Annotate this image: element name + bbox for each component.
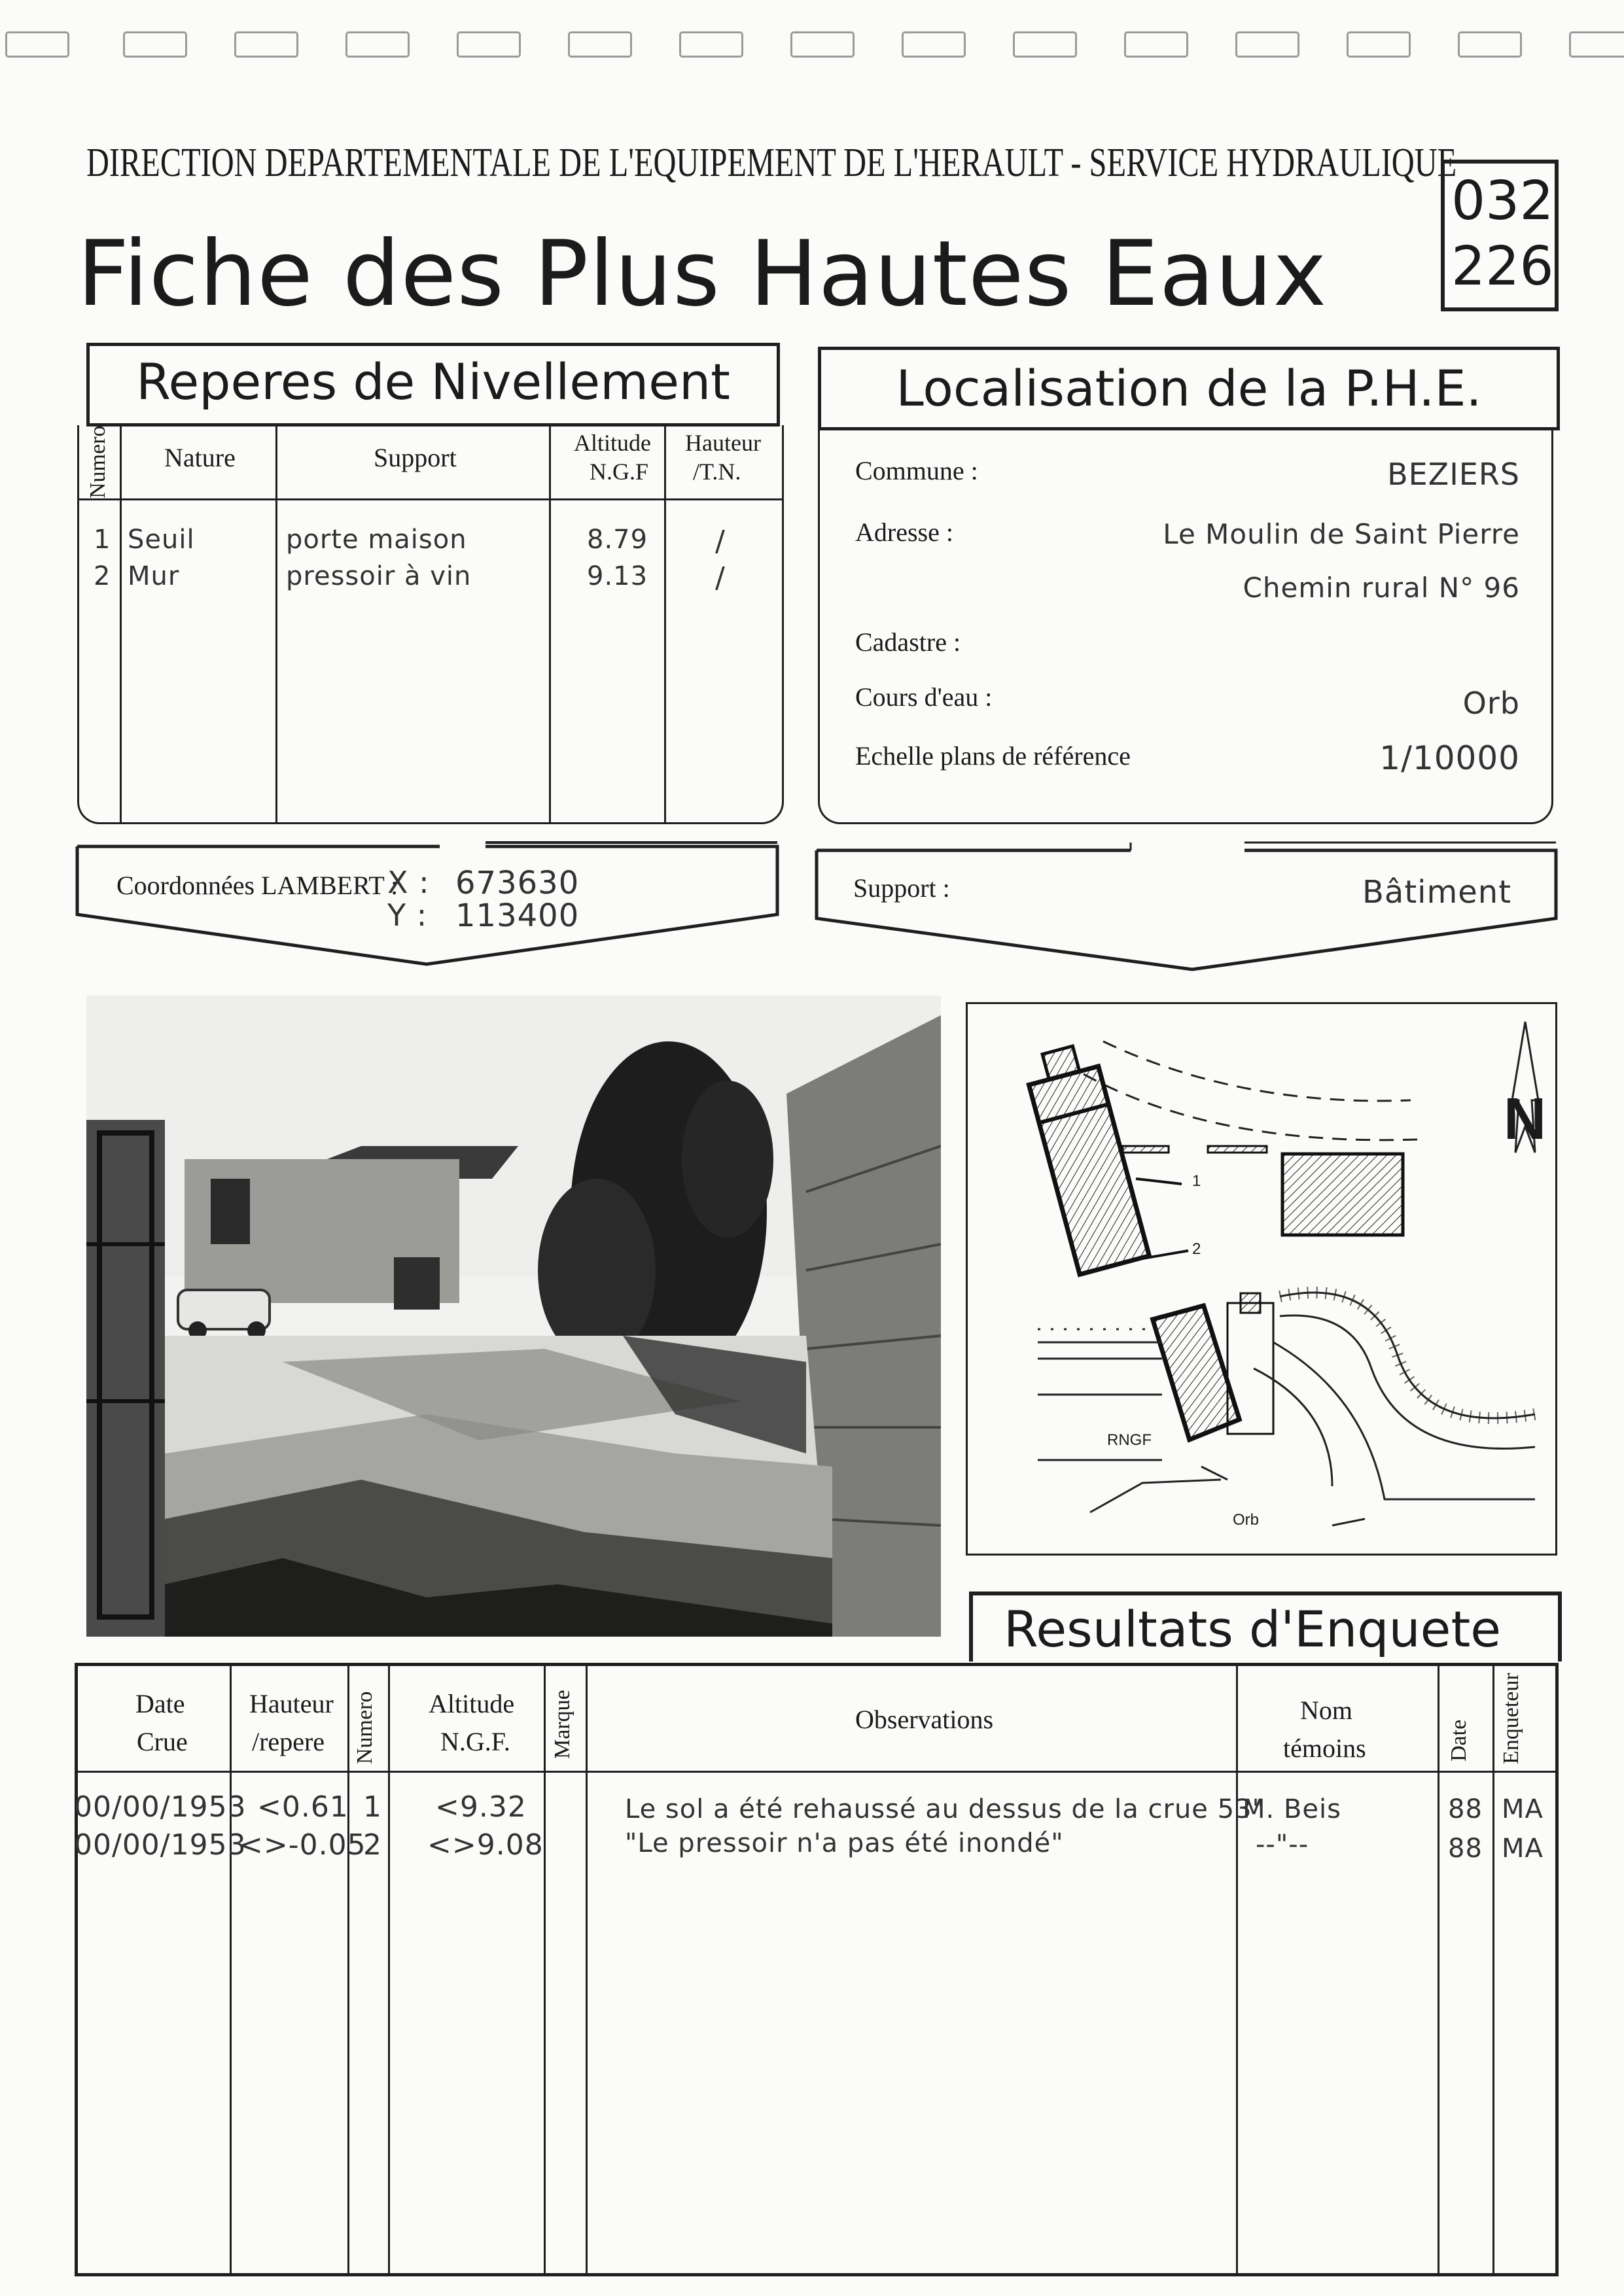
col-hauteur-2: /repere: [252, 1727, 325, 1756]
binder-hole: [234, 31, 298, 58]
table-divider: [79, 498, 782, 500]
north-label: N: [1504, 1087, 1546, 1152]
resultat-observations: Le sol a été rehaussé au dessus de la crue 53": [625, 1794, 1265, 1824]
adresse-line2: Chemin rural N° 96: [1243, 572, 1520, 604]
binder-hole: [1235, 31, 1299, 58]
resultats-title: Resultats d'Enquete: [1004, 1600, 1501, 1658]
col-hauteur-unit: /T.N.: [693, 459, 741, 485]
binder-hole: [902, 31, 966, 58]
reperes-title: Reperes de Nivellement: [136, 353, 730, 411]
binder-hole: [1013, 31, 1077, 58]
table-divider: [120, 425, 122, 824]
reperes-title-box: [86, 343, 780, 426]
table-divider: [275, 425, 277, 824]
resultat-date: 88: [1448, 1794, 1483, 1824]
echelle-value: 1/10000: [1379, 739, 1520, 777]
resultat-date-crue: 00/00/1953: [74, 1790, 247, 1824]
col-numero: Numero: [353, 1691, 377, 1764]
resultat-hauteur: <>-0.05: [239, 1828, 366, 1862]
col-nature: Nature: [164, 443, 236, 472]
lambert-arrow-frame: [73, 841, 793, 971]
cadastre-label: Cadastre :: [855, 627, 961, 657]
resultat-altitude: <9.32: [435, 1790, 527, 1824]
col-nom: Nom: [1300, 1696, 1352, 1725]
reperes-row-numero: 2: [94, 561, 111, 591]
binder-holes: [0, 31, 1624, 58]
resultats-table: [75, 1663, 1559, 2276]
binder-hole: [1347, 31, 1411, 58]
resultat-observations: "Le pressoir n'a pas été inondé": [625, 1828, 1064, 1858]
cours-eau-value: Orb: [1462, 686, 1520, 721]
resultat-enqueteur: MA: [1502, 1794, 1544, 1824]
col-marque: Marque: [550, 1690, 574, 1759]
localisation-title-box: [818, 347, 1560, 430]
resultat-date-crue: 00/00/1953: [74, 1828, 247, 1862]
binder-hole: [1458, 31, 1522, 58]
table-divider: [1236, 1666, 1238, 2273]
col-temoins: témoins: [1283, 1733, 1366, 1763]
binder-hole: [568, 31, 632, 58]
resultat-temoin: M. Beis: [1243, 1794, 1341, 1824]
table-divider: [664, 425, 666, 824]
direction-heading: DIRECTION DEPARTEMENTALE DE L'EQUIPEMENT DE L'HERAULT - SERVICE HYDRAULIQUE: [86, 141, 1457, 185]
col-enqueteur: Enqueteur: [1499, 1673, 1523, 1764]
location-sketch-map: [966, 1002, 1557, 1556]
reperes-row-support: porte maison: [286, 525, 467, 555]
cours-eau-label: Cours d'eau :: [855, 682, 993, 712]
reperes-row-nature: Mur: [128, 561, 180, 591]
lambert-x-value: 673630: [455, 865, 580, 901]
col-hauteur: Hauteur: [685, 430, 761, 456]
binder-hole: [123, 31, 187, 58]
adresse-line1: Le Moulin de Saint Pierre: [1163, 518, 1520, 550]
plan-rngf-label: RNGF: [1107, 1431, 1152, 1449]
col-numero: Numero: [86, 425, 110, 498]
resultat-enqueteur: MA: [1502, 1834, 1544, 1864]
reperes-row-hauteur: /: [715, 525, 726, 558]
resultat-date: 88: [1448, 1834, 1483, 1864]
fiche-code-box: [1441, 160, 1559, 311]
echelle-label: Echelle plans de référence: [855, 741, 1131, 771]
col-date: Date: [1447, 1719, 1471, 1762]
col-altitude-unit: N.G.F: [590, 459, 649, 485]
support-label: Support :: [853, 873, 950, 903]
binder-hole: [679, 31, 743, 58]
localisation-title: Localisation de la P.H.E.: [896, 359, 1482, 417]
support-value: Bâtiment: [1362, 874, 1512, 911]
resultat-temoin: --"--: [1256, 1830, 1309, 1860]
lambert-y-value: 113400: [455, 897, 580, 934]
commune-label: Commune :: [855, 456, 978, 485]
table-divider: [1492, 1666, 1494, 2273]
code-top: 032: [1451, 170, 1554, 232]
col-hauteur: Hauteur: [249, 1689, 334, 1718]
table-divider: [388, 1666, 390, 2273]
binder-hole: [1124, 31, 1188, 58]
page-title: Fiche des Plus Hautes Eaux: [77, 221, 1328, 326]
resultat-numero: 2: [363, 1828, 382, 1862]
resultat-hauteur: <0.61: [257, 1790, 349, 1824]
plan-mark-2: 2: [1192, 1240, 1201, 1258]
lambert-x-label: X :: [387, 865, 430, 900]
localisation-panel: [818, 429, 1553, 824]
table-divider: [1438, 1666, 1439, 2273]
col-altitude: Altitude: [429, 1689, 515, 1718]
resultat-numero: 1: [363, 1790, 382, 1824]
reperes-table: [77, 425, 784, 824]
table-divider: [78, 1771, 1555, 1773]
table-divider: [544, 1666, 546, 2273]
binder-hole: [5, 31, 69, 58]
lambert-y-label: Y :: [387, 897, 428, 933]
reperes-row-nature: Seuil: [128, 525, 195, 555]
col-date-crue: Date: [135, 1689, 185, 1718]
plan-mark-1: 1: [1192, 1172, 1201, 1190]
reperes-row-altitude: 8.79: [587, 525, 648, 555]
table-divider: [586, 1666, 588, 2273]
binder-hole: [345, 31, 410, 58]
code-bottom: 226: [1451, 235, 1554, 298]
binder-hole: [457, 31, 521, 58]
resultat-altitude: <>9.08: [427, 1828, 544, 1862]
col-observations: Observations: [855, 1705, 994, 1734]
reperes-row-altitude: 9.13: [587, 561, 648, 591]
commune-value: BEZIERS: [1387, 457, 1520, 492]
site-photo: [86, 996, 941, 1637]
plan-orb-label: Orb: [1233, 1511, 1260, 1529]
reperes-row-numero: 1: [94, 525, 111, 555]
lambert-label: Coordonnées LAMBERT :: [116, 871, 398, 900]
table-divider: [549, 425, 551, 824]
reperes-row-support: pressoir à vin: [286, 561, 472, 591]
col-altitude-2: N.G.F.: [440, 1727, 510, 1756]
col-altitude: Altitude: [574, 430, 651, 456]
col-date-crue-2: Crue: [137, 1727, 188, 1756]
col-support: Support: [374, 443, 457, 472]
binder-hole: [790, 31, 855, 58]
adresse-label: Adresse :: [855, 517, 953, 547]
reperes-row-hauteur: /: [715, 561, 726, 595]
table-divider: [230, 1666, 232, 2273]
binder-hole: [1569, 31, 1624, 58]
table-divider: [347, 1666, 349, 2273]
